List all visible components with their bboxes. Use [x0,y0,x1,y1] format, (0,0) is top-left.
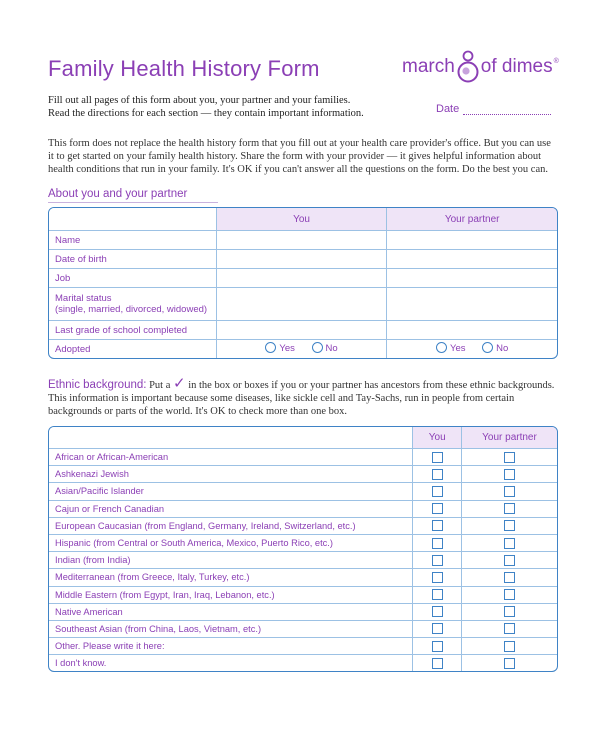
checkmark-icon: ✓ [173,374,186,392]
you-checkbox-cell [413,604,462,621]
you-checkbox-cell [413,466,462,483]
you-checkbox-cell [413,655,462,671]
about-header-you: You [217,208,388,231]
you-checkbox-cell [413,587,462,604]
instructions-paragraph: This form does not replace the health history form that you fill out at your health care provider's office. But you can use it to get started on your family health history. Share the form with your provider — it gives helpful information about health conditions that run in your family. It's OK if you can't answer all the questions on the form. Do the best you can. [48,138,551,175]
ethnic-row-label [49,604,413,621]
partner-checkbox[interactable] [504,589,515,600]
date-label: Date [436,103,460,115]
ethnic-detail: (from China, Laos, Vietnam, etc.) [124,623,262,634]
partner-checkbox[interactable] [504,503,515,514]
marital-label: Marital status [55,293,112,304]
partner-adopted-yes[interactable] [436,343,466,354]
table-row [49,269,557,288]
ethnic-name: I don't know. [55,658,107,669]
you-checkbox-cell [413,535,462,552]
you-checkbox-cell [413,621,462,638]
partner-checkbox-cell [462,518,557,535]
partner-name-field[interactable] [387,231,557,250]
ethnic-row-label [49,552,413,569]
you-checkbox-cell [413,552,462,569]
date-field[interactable] [436,103,551,115]
table-row [49,449,557,466]
you-school-field[interactable] [217,321,388,340]
partner-checkbox-cell [462,569,557,586]
partner-checkbox[interactable] [504,623,515,634]
row-label-dob: Date of birth [49,250,217,269]
row-label-marital [49,288,217,321]
you-checkbox[interactable] [432,520,443,531]
you-checkbox-cell [413,638,462,655]
intro-line-2: Read the directions for each section — they contain important information. [48,108,364,119]
ethnic-name: Asian/Pacific Islander [55,486,144,497]
intro-text [48,94,364,120]
partner-checkbox[interactable] [504,555,515,566]
table-row [49,518,557,535]
row-label-name: Name [49,231,217,250]
you-name-field[interactable] [217,231,388,250]
section-heading-about: About you and your partner [48,188,188,200]
ethnic-row-label [49,587,413,604]
table-row [49,288,557,321]
date-input-line[interactable] [463,104,551,115]
ethnic-row-label [49,449,413,466]
partner-checkbox-cell [462,466,557,483]
table-row [49,535,557,552]
ethnic-detail: (from Egypt, Iran, Iraq, Lebanon, etc.) [119,589,275,600]
ethnic-row-label [49,535,413,552]
partner-checkbox[interactable] [504,469,515,480]
you-checkbox-cell [413,518,462,535]
radio-icon[interactable] [312,342,323,353]
you-checkbox[interactable] [432,486,443,497]
partner-checkbox[interactable] [504,452,515,463]
you-checkbox[interactable] [432,538,443,549]
ethnic-header-partner: Your partner [462,427,557,449]
ethnic-row-label [49,655,413,671]
ethnic-row-label [49,569,413,586]
table-row [49,250,557,269]
table-row [49,587,557,604]
about-header-partner: Your partner [387,208,557,231]
table-row [49,569,557,586]
table-row [49,466,557,483]
you-checkbox-cell [413,501,462,518]
you-checkbox-cell [413,569,462,586]
table-row [49,340,557,358]
table-row [49,638,557,655]
ethnic-detail: (from India) [82,555,131,566]
ethnic-header-blank [49,427,413,449]
partner-school-field[interactable] [387,321,557,340]
you-adopted-no[interactable] [312,343,338,354]
table-row [49,655,557,671]
you-checkbox[interactable] [432,572,443,583]
ethnic-name: European Caucasian [55,520,142,531]
section-divider [48,202,218,203]
ethnic-name: Mediterranean [55,572,115,583]
you-job-field[interactable] [217,269,388,288]
radio-icon[interactable] [436,342,447,353]
intro-line-1: Fill out all pages of this form about you, your partner and your families. [48,95,351,106]
partner-checkbox-cell [462,638,557,655]
you-dob-field[interactable] [217,250,388,269]
mother-baby-icon [456,50,480,84]
partner-checkbox[interactable] [504,606,515,617]
no-label: No [325,343,338,355]
partner-checkbox[interactable] [504,520,515,531]
yes-label: Yes [279,343,295,355]
ethnic-name: Other. Please write it here: [55,641,165,652]
ethnic-row-label [49,483,413,500]
you-checkbox[interactable] [432,452,443,463]
you-checkbox[interactable] [432,555,443,566]
about-header-blank [49,208,217,231]
logo-text-of-dimes: of dimes [480,56,553,77]
ethnic-row-label [49,501,413,518]
you-marital-field[interactable] [217,288,388,321]
table-row [49,621,557,638]
partner-checkbox[interactable] [504,486,515,497]
ethnic-name: Indian [55,555,81,566]
no-label: No [496,343,509,355]
ethnic-heading: Ethnic background: [48,379,147,391]
ethnic-name: Cajun or French Canadian [55,503,165,514]
ethnic-detail: (from Greece, Italy, Turkey, etc.) [117,572,250,583]
page-title: Family Health History Form [48,56,320,81]
partner-checkbox-cell [462,604,557,621]
partner-checkbox-cell [462,552,557,569]
partner-dob-field[interactable] [387,250,557,269]
partner-job-field[interactable] [387,269,557,288]
you-checkbox[interactable] [432,641,443,652]
partner-checkbox[interactable] [504,641,515,652]
you-checkbox[interactable] [432,503,443,514]
table-row [49,321,557,340]
table-row [49,604,557,621]
table-row [49,231,557,250]
partner-checkbox[interactable] [504,538,515,549]
partner-checkbox-cell [462,535,557,552]
ethnic-instructions [48,374,558,418]
partner-adopted-no[interactable] [482,343,508,354]
partner-checkbox-cell [462,501,557,518]
ethnic-text: in the box or boxes if you or your partner has ancestors from these ethnic backgrounds. This information is important because some diseases, like sickle cell and Tay-Sachs, run in people from certain backgrounds or parts of the world. It's OK to check more than one box. [48,380,555,417]
you-checkbox[interactable] [432,623,443,634]
radio-icon[interactable] [482,342,493,353]
ethnic-header-you: You [413,427,462,449]
partner-checkbox[interactable] [504,572,515,583]
partner-adopted-options [387,340,557,358]
you-adopted-yes[interactable] [265,343,295,354]
partner-checkbox-cell [462,621,557,638]
partner-marital-field[interactable] [387,288,557,321]
you-checkbox-cell [413,449,462,466]
partner-checkbox-cell [462,587,557,604]
ethnic-name: Hispanic [55,538,91,549]
ethnic-name: Ashkenazi Jewish [55,469,129,480]
ethnic-row-label [49,518,413,535]
you-adopted-options [217,340,388,358]
partner-checkbox-cell [462,655,557,671]
you-checkbox[interactable] [432,606,443,617]
you-checkbox[interactable] [432,658,443,669]
about-table [48,207,558,359]
you-checkbox[interactable] [432,469,443,480]
row-label-adopted: Adopted [49,340,217,358]
table-row [49,501,557,518]
ethnic-detail: (from England, Germany, Ireland, Switzerland, etc.) [144,520,356,531]
logo-registered-mark: ® [553,57,559,65]
ethnic-row-label [49,638,413,655]
march-of-dimes-logo [402,50,559,84]
marital-sub-label: (single, married, divorced, widowed) [55,304,208,315]
table-row [49,552,557,569]
ethnic-row-label [49,621,413,638]
ethnic-detail: (from Central or South America, Mexico, Puerto Rico, etc.) [93,538,333,549]
row-label-school: Last grade of school completed [49,321,217,340]
row-label-job: Job [49,269,217,288]
logo-text-march: march [402,56,455,77]
ethnic-row-label [49,466,413,483]
ethnic-name: Southeast Asian [55,623,123,634]
partner-checkbox-cell [462,449,557,466]
table-row [49,483,557,500]
ethnic-table [48,426,558,672]
ethnic-name: African or African-American [55,452,169,463]
partner-checkbox-cell [462,483,557,500]
ethnic-name: Middle Eastern [55,589,118,600]
radio-icon[interactable] [265,342,276,353]
partner-checkbox[interactable] [504,658,515,669]
ethnic-name: Native American [55,606,123,617]
ethnic-put: Put a [149,380,171,391]
yes-label: Yes [450,343,466,355]
you-checkbox-cell [413,483,462,500]
you-checkbox[interactable] [432,589,443,600]
